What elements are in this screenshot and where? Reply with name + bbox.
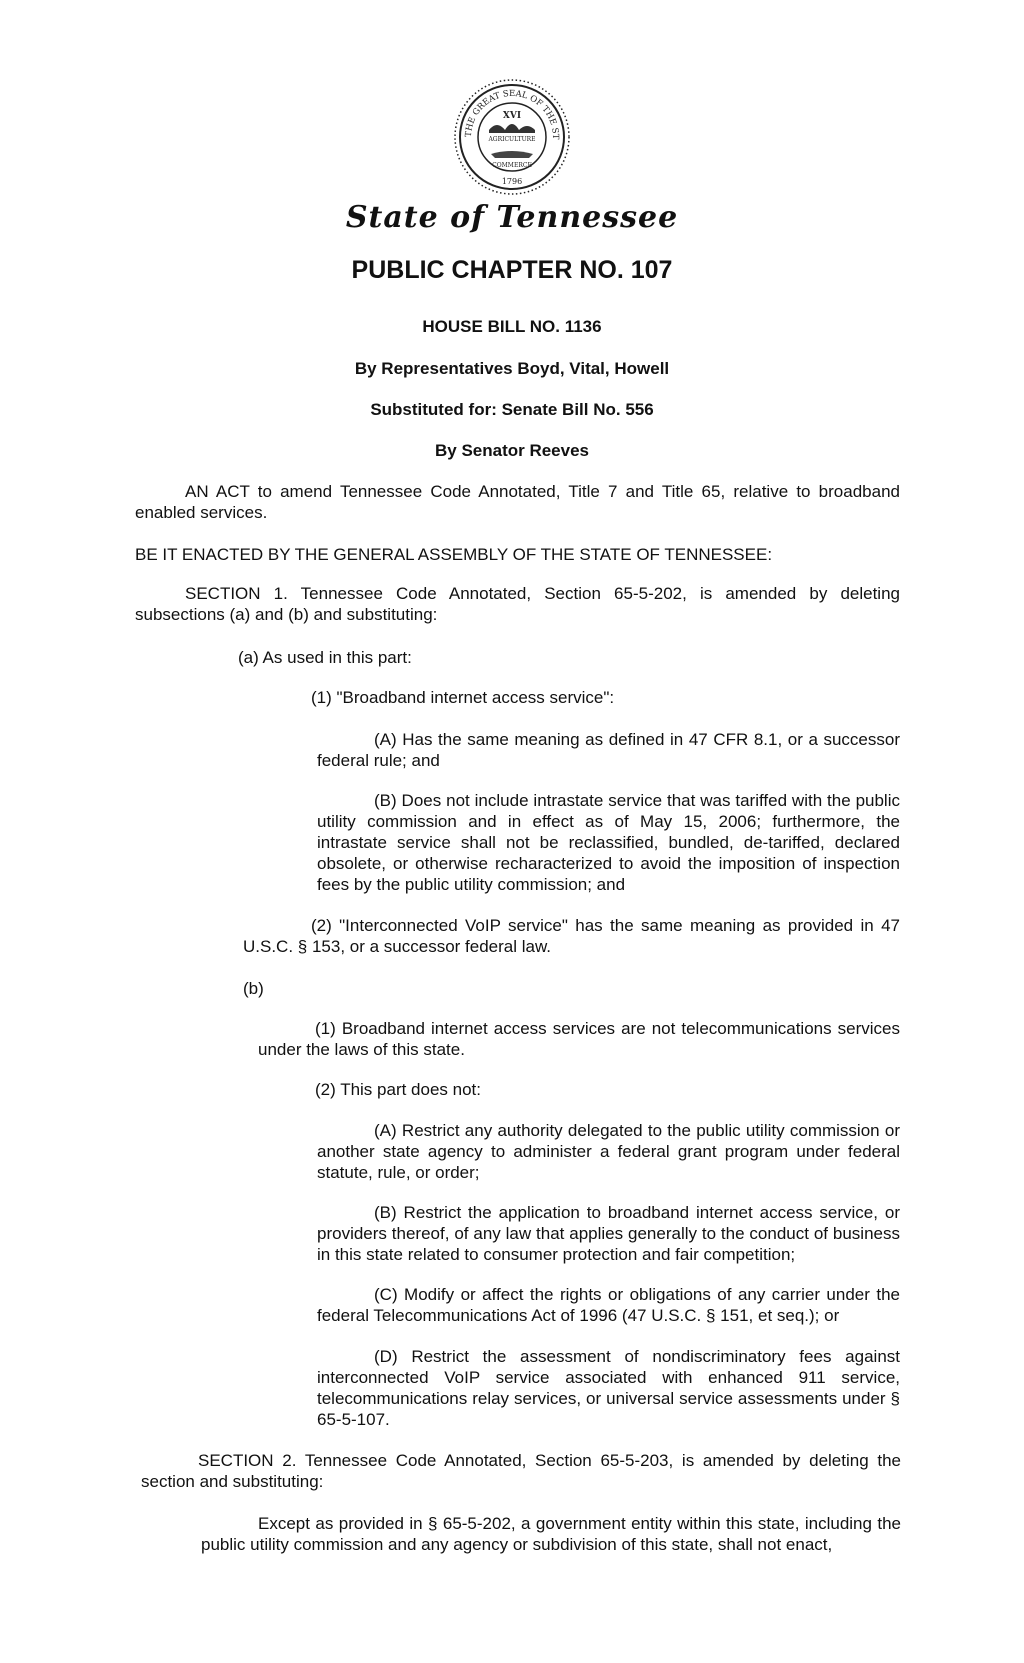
section-1-b2: (2) This part does not: (315, 1080, 481, 1099)
senate-sponsor: By Senator Reeves (434, 441, 590, 460)
seal-word-commerce: COMMERCE (492, 162, 532, 169)
section-1-a2: (2) "Interconnected VoIP service" has the same meaning as provided in 47 U.S.C. § 153, or a successor federal law. (243, 916, 900, 956)
section-1-b-label: (b) (243, 979, 264, 998)
bill-sponsors: By Representatives Boyd, Vital, Howell (354, 359, 670, 378)
section-1-a-intro: (a) As used in this part: (238, 648, 412, 667)
section-1-a1-A: (A) Has the same meaning as defined in 47 CFR 8.1, or a successor federal rule; and (317, 730, 900, 770)
section-1-b2-B: (B) Restrict the application to broadband internet access service, or providers thereof, of any law that applies generally to the conduct of business in this state related to consumer protection and fair competition; (317, 1203, 900, 1264)
act-title: AN ACT to amend Tennessee Code Annotated, Title 7 and Title 65, relative to broadband enabled services. (135, 482, 900, 522)
substituted-bill: Substituted for: Senate Bill No. 556 (370, 400, 654, 419)
section-1-b2-D: (D) Restrict the assessment of nondiscriminatory fees against interconnected VoIP service associated with enhanced 911 service, telecommunications relay services, or universal service assessments under § 65-5-107. (317, 1347, 900, 1429)
state-seal (453, 78, 571, 196)
great-seal-icon (453, 78, 571, 196)
seal-word-agriculture: AGRICULTURE (488, 136, 536, 143)
section-1-intro: SECTION 1. Tennessee Code Annotated, Section 65-5-202, is amended by deleting subsections (a) and (b) and substituting: (135, 584, 900, 624)
section-1-a1: (1) "Broadband internet access service": (311, 688, 615, 707)
state-title: State of Tennessee (345, 200, 679, 235)
section-1-b2-A: (A) Restrict any authority delegated to the public utility commission or another state agency to administer a federal grant program under federal statute, rule, or order; (317, 1121, 900, 1182)
house-bill-number: HOUSE BILL NO. 1136 (422, 317, 602, 336)
enacting-clause: BE IT ENACTED BY THE GENERAL ASSEMBLY OF THE STATE OF TENNESSEE: (135, 545, 773, 564)
seal-numeral: XVI (502, 111, 522, 121)
section-1-b1: (1) Broadband internet access services are not telecommunications services under the laws of this state. (258, 1019, 900, 1059)
section-1-b2-C: (C) Modify or affect the rights or obligations of any carrier under the federal Telecommunications Act of 1996 (47 U.S.C. § 151, et seq.); or (317, 1285, 900, 1325)
section-1-a1-B: (B) Does not include intrastate service that was tariffed with the public utility commission and in effect as of May 15, 2006; furthermore, the intrastate service shall not be reclassified, bundled, de-tariffed, declared obsolete, or otherwise recharacterized to avoid the imposition of inspection fees by the public utility commission; and (317, 791, 900, 894)
seal-year: 1796 (501, 177, 523, 186)
chapter-number: PUBLIC CHAPTER NO. 107 (351, 256, 673, 284)
section-2-text: Except as provided in § 65-5-202, a government entity within this state, including the public utility commission and any agency or subdivision of this state, shall not enact, (201, 1514, 901, 1554)
seal-ring-text: THE GREAT SEAL OF THE ST (463, 88, 561, 140)
section-2-intro: SECTION 2. Tennessee Code Annotated, Section 65-5-203, is amended by deleting the section and substituting: (141, 1451, 901, 1491)
